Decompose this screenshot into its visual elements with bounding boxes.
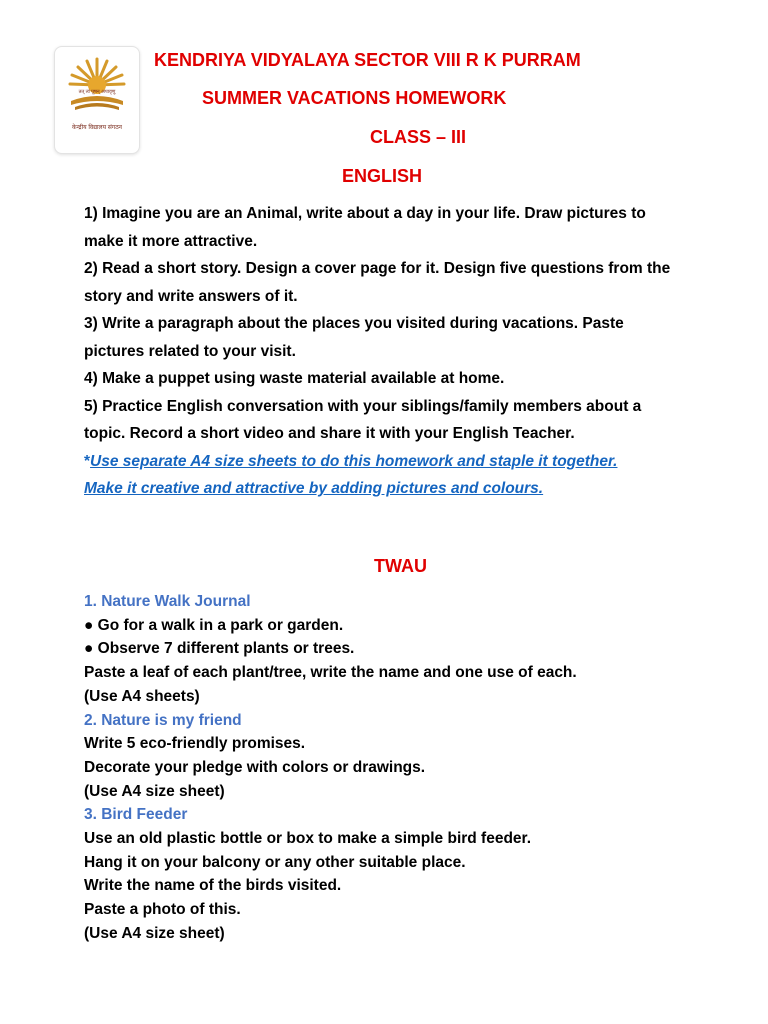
twau-line: Decorate your pledge with colors or drawings. <box>84 758 426 776</box>
twau-line: (Use A4 size sheet) <box>84 782 225 800</box>
twau-heading: TWAU <box>374 556 427 576</box>
twau-line: ● Observe 7 different plants or trees. <box>84 640 355 658</box>
twau-section <box>84 590 704 946</box>
school-logo <box>54 46 140 154</box>
class-label: CLASS – III <box>370 127 467 147</box>
logo-org-name: केन्द्रीय विद्यालय संगठन <box>71 125 123 131</box>
sun-emblem-icon <box>61 55 133 115</box>
english-item-2: 2) Read a short story. Design a cover page for it. Design five questions from the story and write answers of it. <box>84 260 671 305</box>
english-item-3: 3) Write a paragraph about the places you visited during vacations. Paste pictures related to your visit. <box>84 315 624 360</box>
logo-motto: तत् त्वं पूषन् अपावृणु <box>78 89 116 95</box>
note-star: * <box>84 452 91 470</box>
twau-line: Paste a photo of this. <box>84 901 241 919</box>
english-item-1: 1) Imagine you are an Animal, write about a day in your life. Draw pictures to make it more attractive. <box>84 205 646 250</box>
document-title: SUMMER VACATIONS HOMEWORK <box>202 88 507 108</box>
twau-line: Write 5 eco-friendly promises. <box>84 735 306 753</box>
twau-line: Use an old plastic bottle or box to make a simple bird feeder. <box>84 830 532 848</box>
english-item-5: 5) Practice English conversation with your siblings/family members about a topic. Record a short video and share it with your English Teacher. <box>84 397 642 442</box>
twau-line: (Use A4 size sheet) <box>84 924 225 942</box>
twau-line: (Use A4 sheets) <box>84 687 200 705</box>
english-section <box>84 200 684 503</box>
twau-line: Paste a leaf of each plant/tree, write the name and one use of each. <box>84 664 577 682</box>
twau-subheading-2: 2. Nature is my friend <box>84 711 242 729</box>
english-note-2 <box>84 475 684 503</box>
english-heading: ENGLISH <box>342 166 423 186</box>
twau-subheading-1: 1. Nature Walk Journal <box>84 593 251 610</box>
english-item-4: 4) Make a puppet using waste material available at home. <box>84 370 505 387</box>
english-note <box>84 448 684 476</box>
twau-line: Hang it on your balcony or any other suitable place. <box>84 853 466 871</box>
note-line-1: Use separate A4 size sheets to do this homework and staple it together. <box>90 452 618 470</box>
school-name: KENDRIYA VIDYALAYA SECTOR VIII R K PURRAM <box>154 50 581 70</box>
twau-subheading-3: 3. Bird Feeder <box>84 806 188 824</box>
note-line-2: Make it creative and attractive by adding pictures and colours. <box>84 480 544 497</box>
twau-line: Write the name of the birds visited. <box>84 877 342 895</box>
twau-line: ● Go for a walk in a park or garden. <box>84 616 344 634</box>
